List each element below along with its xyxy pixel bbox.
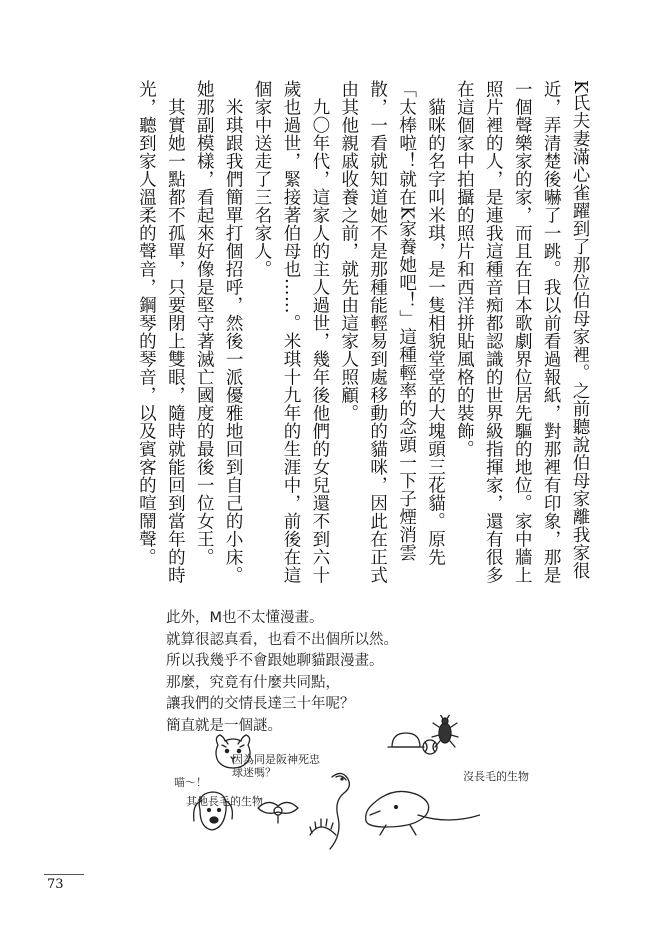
doodle-illustration <box>160 715 480 860</box>
baseball-icon <box>388 733 437 754</box>
bird-icon <box>258 802 298 823</box>
essay-line: 就算很認真看，也看不出個所以然。 <box>166 631 398 648</box>
paragraph-3: 九〇年代，這家人的主人過世，幾年後他們的女兒還不到六十歲也過世，緊接著伯母也……。米琪十九年的生涯中，前後在這個家中送走了三名家人。 <box>252 80 330 584</box>
snake-icon <box>330 773 349 849</box>
paragraph-2: 貓咪的名字叫米琪，是一隻相貌堂堂的大塊頭三花貓。原先「太棒啦！就在K家養她吧！」這種輕率的念頭一下子煙消雲散，一看就知道她不是那種能輕易到處移動的貓咪，因此在正式由其他親戚收養之前，就先由這家人照顧。 <box>338 80 446 584</box>
furry-creatures-label: 其他長毛的生物 <box>186 795 263 808</box>
paragraph-5: 其實她一點都不孤單，只要閉上雙眼，隨時就能回到當年的時光，聽到家人溫柔的聲音，鋼琴的琴音，以及賓客的喧鬧聲。 <box>136 80 186 584</box>
essay-line: 所以我幾乎不會跟她聊貓跟漫畫。 <box>166 653 384 669</box>
meow-label: 喵～！ <box>174 776 207 789</box>
hedgehog-icon <box>310 819 336 835</box>
page-number: 73 <box>47 877 64 892</box>
essay-line: 讓我們的交情長達三十年呢？ <box>166 696 355 712</box>
lizard-icon <box>366 791 480 835</box>
paragraph-1: K氏夫妻滿心雀躍到了那位伯母家裡。之前聽說伯母家離我家很近，弄清楚後嚇了一跳。我以前看過報紙，對那裡有印象，那是一個聲樂家的家，而且在日本歌劇界位居先驅的地位。家中牆上照片裡的人，是連我這種音痴都認識的世界級指揮家，還有很多在這個家中拍攝的照片和西洋拼貼風格的裝飾。 <box>454 80 590 584</box>
essay-line: 此外，M也不太懂漫畫。 <box>166 610 324 626</box>
essay-line: 簡直就是一個謎。 <box>166 717 282 734</box>
hairless-creatures-label: 沒長毛的生物 <box>463 770 529 783</box>
paragraph-4: 米琪跟我們簡單打個招呼，然後一派優雅地回到自己的小床。她那副模樣，看起來好像是堅守著滅亡國度的最後一位女王。 <box>194 80 244 584</box>
main-vertical-text <box>74 80 594 590</box>
footer-rule <box>44 874 84 875</box>
speech-bubble-text: 因為同是阪神死忠球迷嗎？ <box>232 753 320 779</box>
essay-line: 那麼，究竟有什麼共同點， <box>166 674 340 691</box>
